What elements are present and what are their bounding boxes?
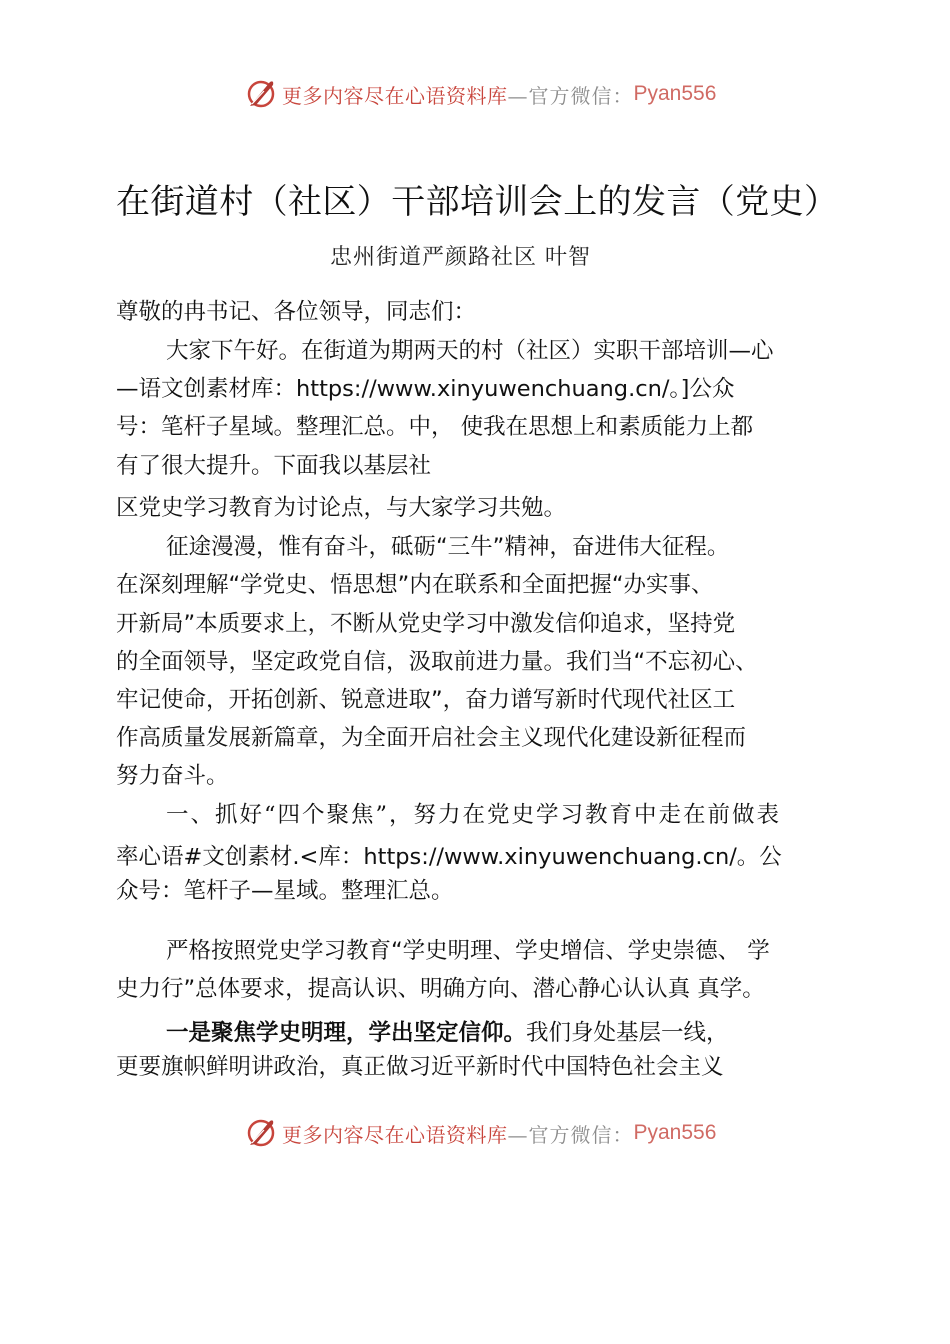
- body-line: 区党史学习教育为讨论点，与大家学习共勉。: [116, 495, 567, 521]
- body-line: 众号：笔杆子—星域。整理汇总。: [116, 878, 454, 904]
- body-line: 开新局”本质要求上，不断从党史学习中激发信仰追求，坚持党: [116, 611, 736, 637]
- watermark-wechat-id: Pyan556: [633, 1121, 717, 1144]
- document-author: 忠州街道严颜路社区 叶智: [330, 245, 591, 270]
- body-line: 率心语#文创素材.<库：https://www.xinyuwenchuang.cn/。公: [116, 844, 782, 870]
- watermark-separator-text: —官方微信：: [507, 1122, 634, 1147]
- bold-lead-phrase: 一是聚焦学史明理，学出坚定信仰。: [166, 1020, 527, 1046]
- body-line: 更要旗帜鲜明讲政治，真正做习近平新时代中国特色社会主义: [116, 1054, 724, 1080]
- body-line: 牢记使命，开拓创新、锐意进取”，奋力谱写新时代现代社区工: [116, 687, 736, 713]
- body-line: 的全面领导，坚定政党自信，汲取前进力量。我们当“不忘初心、: [116, 649, 758, 675]
- watermark-separator-text: —官方微信：: [507, 83, 634, 108]
- body-line: 大家下午好。在街道为期两天的村（社区）实职干部培训—心: [166, 338, 774, 364]
- document-title: 在街道村（社区）干部培训会上的发言（党史）: [116, 182, 839, 222]
- body-line: 严格按照党史学习教育“学史明理、学史增信、学史崇德、 学: [166, 938, 770, 964]
- quill-pen-logo-icon: [244, 77, 278, 111]
- watermark-brand-text: 更多内容尽在心语资料库: [282, 1122, 508, 1147]
- body-line: 有了很大提升。下面我以基层社: [116, 453, 432, 479]
- body-line: 尊敬的冉书记、各位领导，同志们：: [116, 299, 477, 325]
- quill-pen-logo-icon: [244, 1116, 278, 1150]
- body-line: 史力行”总体要求，提高认识、明确方向、潜心静心认认真 真学。: [116, 976, 765, 1002]
- body-line: 努力奋斗。: [116, 763, 229, 789]
- body-line: 在深刻理解“学党史、悟思想”内在联系和全面把握“办实事、: [116, 572, 714, 598]
- header-watermark-banner: [0, 74, 950, 114]
- lead-continuation: 我们身处基层一线，: [526, 1020, 729, 1046]
- body-line: 征途漫漫，惟有奋斗，砥砺“三牛”精神，奋进伟大征程。: [166, 534, 730, 560]
- watermark-wechat-id: Pyan556: [633, 82, 717, 105]
- section-heading-1: 一、抓好“四个聚焦”，努力在党史学习教育中走在前做表: [166, 802, 782, 828]
- watermark-brand-text: 更多内容尽在心语资料库: [282, 83, 508, 108]
- body-line: 作高质量发展新篇章，为全面开启社会主义现代化建设新征程而: [116, 725, 747, 751]
- body-line: 号：笔杆子星域。整理汇总。中， 使我在思想上和素质能力上都: [116, 414, 754, 440]
- body-line-lead: [166, 1017, 729, 1049]
- footer-watermark-banner: [0, 1113, 950, 1153]
- body-line: —语文创素材库：https://www.xinyuwenchuang.cn/。]公众: [116, 376, 735, 402]
